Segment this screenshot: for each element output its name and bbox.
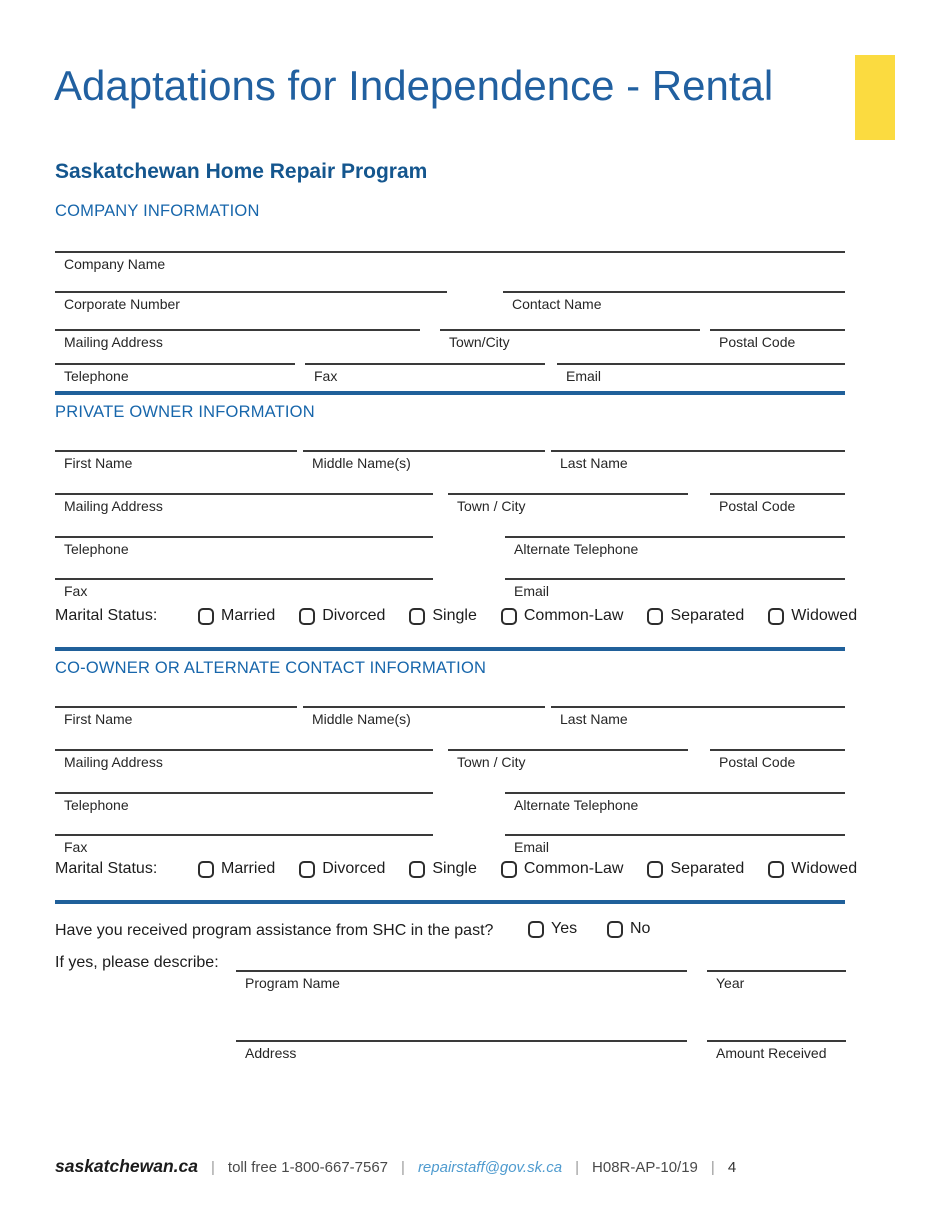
assistance-address-field[interactable] (236, 1040, 687, 1061)
footer-separator: | (710, 1159, 715, 1176)
year-field[interactable] (707, 970, 846, 991)
coowner-fax-field[interactable] (55, 834, 433, 855)
field-label: Town / City (457, 754, 526, 770)
footer-separator: | (575, 1159, 580, 1176)
field-label: Fax (64, 839, 88, 855)
field-label: Telephone (64, 797, 129, 813)
coowner-marital-option-common-law (501, 860, 624, 878)
section-divider (55, 647, 845, 651)
owner-married-checkbox[interactable] (198, 608, 214, 625)
section-divider (55, 391, 845, 395)
owner-marital-option-divorced (299, 607, 385, 625)
coowner-last-name-field[interactable] (551, 706, 845, 727)
owner-divorced-checkbox[interactable] (299, 608, 315, 625)
page-title: Adaptations for Independence - Rental (54, 62, 774, 109)
field-label: Year (716, 975, 745, 991)
corporate-number-field[interactable] (55, 291, 447, 312)
coowner-marital-option-single (409, 860, 476, 878)
owner-marital-option-separated (647, 607, 744, 625)
company-fax-field[interactable] (305, 363, 545, 384)
field-label: Postal Code (719, 498, 796, 514)
page-number: 4 (727, 1159, 737, 1176)
owner-marital-status-row (55, 604, 858, 628)
coowner-marital-option-married (198, 860, 275, 878)
checkbox-label: Divorced (322, 860, 386, 877)
field-label: Telephone (64, 368, 129, 384)
field-label: Fax (64, 583, 88, 599)
owner-marital-option-married (198, 607, 275, 625)
coowner-divorced-checkbox[interactable] (299, 861, 315, 878)
field-label: Company Name (64, 256, 166, 272)
field-label: Mailing Address (64, 498, 163, 514)
field-label: Mailing Address (64, 334, 163, 350)
checkbox-label: Divorced (322, 607, 386, 624)
checkbox-label: Single (432, 860, 477, 877)
owner-postal-code-field[interactable] (710, 493, 845, 514)
coowner-married-checkbox[interactable] (198, 861, 214, 878)
coowner-mailing-address-field[interactable] (55, 749, 433, 770)
yellow-accent-tab (855, 55, 895, 140)
program-name-field[interactable] (236, 970, 687, 991)
owner-middle-names-field[interactable] (303, 450, 545, 471)
owner-marital-option-widowed (768, 607, 857, 625)
footer-separator: | (401, 1159, 405, 1176)
owner-widowed-checkbox[interactable] (768, 608, 784, 625)
checkbox-label: Widowed (791, 607, 858, 624)
field-label: Amount Received (716, 1045, 827, 1061)
field-label: Email (514, 839, 550, 855)
field-label: Address (245, 1045, 297, 1061)
checkbox-label: Married (221, 607, 276, 624)
contact-name-field[interactable] (503, 291, 845, 312)
section-divider (55, 900, 845, 904)
field-label: First Name (64, 711, 133, 727)
field-label: Alternate Telephone (514, 797, 639, 813)
field-label: First Name (64, 455, 133, 471)
field-label: Town/City (449, 334, 510, 350)
toll-free-number: toll free 1-800-667-7567 (227, 1159, 389, 1176)
repair-staff-email-link[interactable]: repairstaff@gov.sk.ca (417, 1159, 563, 1176)
company-telephone-field[interactable] (55, 363, 295, 384)
coowner-marital-status-row (55, 857, 858, 881)
field-label: Fax (314, 368, 338, 384)
coowner-town-city-field[interactable] (448, 749, 688, 770)
company-section-heading: COMPANY INFORMATION (55, 202, 260, 220)
field-label: Postal Code (719, 334, 796, 350)
coowner-email-field[interactable] (505, 834, 845, 855)
owner-common-law-checkbox[interactable] (501, 608, 517, 625)
field-label: Telephone (64, 541, 129, 557)
coowner-marital-option-widowed (768, 860, 857, 878)
field-label: Contact Name (512, 296, 602, 312)
coowner-first-name-field[interactable] (55, 706, 297, 727)
field-label: Last Name (560, 455, 628, 471)
amount-received-field[interactable] (707, 1040, 846, 1061)
checkbox-label: Separated (670, 607, 745, 624)
if-yes-label: If yes, please describe: (55, 954, 219, 971)
owner-first-name-field[interactable] (55, 450, 297, 471)
coowner-alternate-telephone-field[interactable] (505, 792, 845, 813)
company-postal-code-field[interactable] (710, 329, 845, 350)
company-name-field[interactable] (55, 251, 845, 272)
coowner-marital-option-separated (647, 860, 744, 878)
field-label: Program Name (245, 975, 340, 991)
owner-email-field[interactable] (505, 578, 845, 599)
owner-fax-field[interactable] (55, 578, 433, 599)
field-label: Town / City (457, 498, 526, 514)
coowner-separated-checkbox[interactable] (647, 861, 663, 878)
coowner-widowed-checkbox[interactable] (768, 861, 784, 878)
checkbox-label: Common-Law (523, 607, 624, 624)
assistance-no-option (607, 920, 650, 938)
company-mailing-address-field[interactable] (55, 329, 420, 350)
company-email-field[interactable] (557, 363, 845, 384)
checkbox-label: Single (432, 607, 477, 624)
field-label: Email (566, 368, 602, 384)
field-label: Mailing Address (64, 754, 163, 770)
coowner-telephone-field[interactable] (55, 792, 433, 813)
footer-separator: | (211, 1159, 215, 1176)
program-heading: Saskatchewan Home Repair Program (55, 160, 428, 183)
form-code: H08R-AP-10/19 (592, 1159, 698, 1176)
owner-alternate-telephone-field[interactable] (505, 536, 845, 557)
coowner-marital-option-divorced (299, 860, 385, 878)
page-footer (55, 1156, 736, 1177)
field-label: Alternate Telephone (514, 541, 639, 557)
owner-marital-option-single (409, 607, 476, 625)
owner-marital-option-common-law (501, 607, 624, 625)
co-owner-section-heading: CO-OWNER OR ALTERNATE CONTACT INFORMATION (55, 659, 487, 677)
checkbox-label: No (630, 920, 651, 937)
checkbox-label: Common-Law (523, 860, 624, 877)
field-label: Middle Name(s) (312, 455, 411, 471)
marital-status-label: Marital Status: (55, 607, 158, 624)
owner-separated-checkbox[interactable] (647, 608, 663, 625)
field-label: Middle Name(s) (312, 711, 411, 727)
field-label: Postal Code (719, 754, 796, 770)
field-label: Email (514, 583, 550, 599)
coowner-common-law-checkbox[interactable] (501, 861, 517, 878)
coowner-middle-names-field[interactable] (303, 706, 545, 727)
checkbox-label: Widowed (791, 860, 858, 877)
marital-status-label: Marital Status: (55, 860, 158, 877)
coowner-single-checkbox[interactable] (409, 861, 425, 878)
assistance-question: Have you received program assistance from SHC in the past? (55, 922, 494, 939)
owner-telephone-field[interactable] (55, 536, 433, 557)
company-town-city-field[interactable] (440, 329, 700, 350)
assistance-yes-option (528, 920, 577, 938)
owner-single-checkbox[interactable] (409, 608, 425, 625)
coowner-postal-code-field[interactable] (710, 749, 845, 770)
field-label: Corporate Number (64, 296, 180, 312)
assistance-yes-checkbox[interactable] (528, 921, 544, 938)
owner-town-city-field[interactable] (448, 493, 688, 514)
owner-last-name-field[interactable] (551, 450, 845, 471)
checkbox-label: Yes (551, 920, 578, 937)
saskatchewan-brand: saskatchewan.ca (55, 1156, 199, 1176)
checkbox-label: Married (221, 860, 276, 877)
checkbox-label: Separated (670, 860, 745, 877)
private-owner-section-heading: PRIVATE OWNER INFORMATION (55, 403, 315, 421)
field-label: Last Name (560, 711, 628, 727)
assistance-no-checkbox[interactable] (607, 921, 623, 938)
owner-mailing-address-field[interactable] (55, 493, 433, 514)
